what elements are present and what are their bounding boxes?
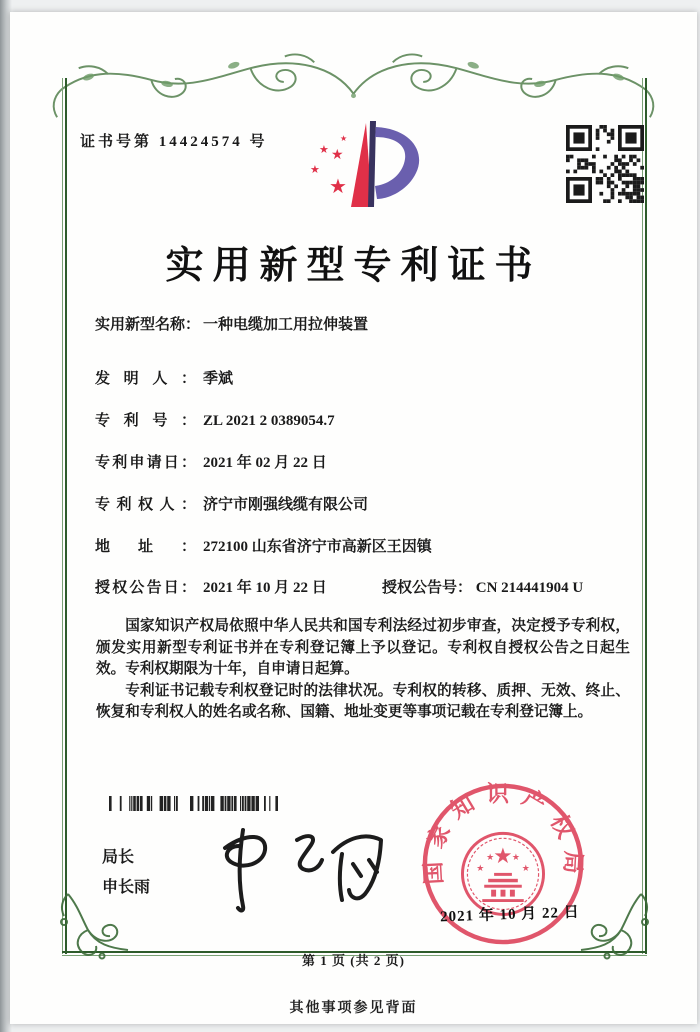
barcode-icon: [109, 796, 285, 811]
legal-paragraph-2: 专利证书记载专利权登记时的法律状况。专利权的转移、质押、无效、终止、恢复和专利权人的姓名或名称、国籍、地址变更等事项记载在专利登记簿上。: [96, 682, 630, 720]
field-value: 一种电缆加工用拉伸装置: [203, 317, 369, 333]
field-value: 季斌: [203, 371, 234, 387]
signer-title: 局长: [102, 849, 135, 866]
field-label: 专利号：: [95, 413, 196, 429]
grant-no-value: CN 214441904 U: [475, 580, 584, 596]
field-label: 实用新型名称：: [95, 317, 201, 333]
field-value: 2021 年 02 月 22 日: [203, 455, 327, 471]
grant-no-label: 授权公告号：: [382, 580, 473, 596]
legal-paragraph-1: 国家知识产权局依照中华人民共和国专利法经过初步审查，决定授予专利权，颁发实用新型专利证书并在专利登记簿上予以登记。专利权自授权公告之日起生效。专利权期限为十年，自申请日起算。: [96, 618, 630, 677]
field-row-name: [95, 315, 635, 335]
logo-star-3: ★: [319, 144, 329, 156]
left-border-line: [62, 78, 67, 954]
footer-note: 其他事项参见背面: [289, 1001, 418, 1016]
svg-text:★: ★: [521, 862, 530, 873]
field-label: 发明人：: [95, 371, 196, 387]
grant-date-label: 授权公告日：: [95, 580, 196, 596]
svg-text:★: ★: [511, 852, 520, 863]
certificate-page: [10, 12, 697, 1024]
qr-code-icon: [566, 125, 644, 203]
field-row-patent-no: [95, 411, 635, 431]
certificate-number: 证书号第 14424574 号: [80, 134, 268, 150]
field-row-filing-date: [95, 453, 635, 473]
logo-spire-navy: [368, 121, 376, 207]
field-label: 专利申请日：: [95, 455, 196, 471]
field-value: 济宁市刚强线缆有限公司: [203, 497, 369, 513]
logo-star-5: ★: [340, 134, 348, 143]
field-label: 地址：: [95, 539, 196, 555]
logo-star-4: ★: [310, 164, 320, 176]
field-row-inventor: [95, 369, 635, 389]
handwritten-signature: [205, 812, 395, 917]
svg-text:★: ★: [486, 852, 495, 863]
seal-text: 国家知识产权局: [419, 781, 587, 886]
field-row-address: [95, 537, 635, 557]
logo-p-bowl: [375, 127, 419, 199]
svg-text:★: ★: [476, 862, 485, 873]
seal-date: 2021 年 10 月 22 日: [439, 904, 581, 926]
grant-date-value: 2021 年 10 月 22 日: [203, 580, 327, 596]
top-garland-ornament: [10, 32, 697, 127]
signer-name: 申长雨: [102, 879, 151, 896]
signer-block: [102, 843, 150, 903]
logo-star-1: ★: [329, 176, 347, 198]
right-border-line: [642, 78, 647, 954]
field-value: ZL 2021 2 0389054.7: [203, 413, 335, 429]
legal-text: [96, 616, 630, 724]
cnipa-logo: [293, 115, 433, 227]
logo-star-2: ★: [331, 148, 344, 163]
field-value: 272100 山东省济宁市高新区王因镇: [203, 539, 432, 555]
document-title: 实用新型专利证书: [165, 245, 542, 287]
grant-row: [95, 578, 640, 598]
page-indicator: 第 1 页 (共 2 页): [302, 953, 405, 968]
field-label: 专利权人：: [95, 497, 196, 513]
field-row-patentee: [95, 495, 635, 515]
field-list: [95, 315, 635, 579]
svg-text:★: ★: [493, 844, 513, 869]
